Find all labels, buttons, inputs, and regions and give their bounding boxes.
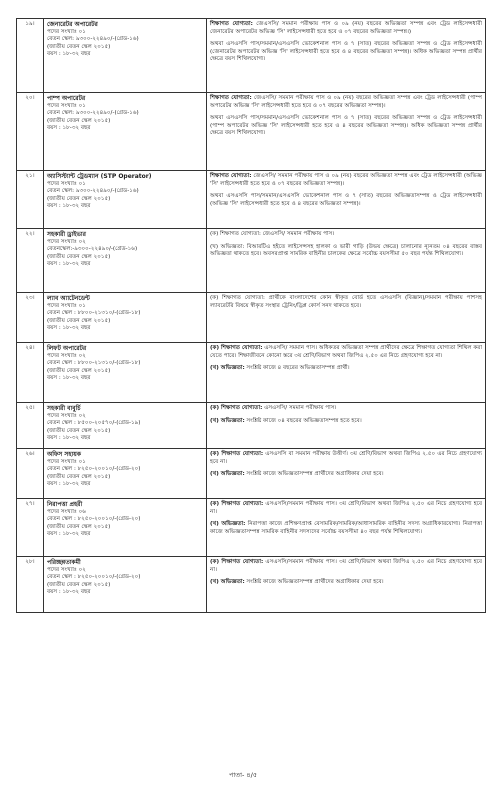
job-row — [17, 293, 486, 343]
requirement-label: (খ) অভিজ্ঞতা: — [210, 417, 245, 424]
post-title: অ্যাসিস্ট্যান্ট ট্রেডম্যান (STP Operator) — [47, 173, 152, 180]
job-row — [17, 229, 486, 293]
requirements — [207, 229, 486, 293]
requirement-text: সংশ্লিষ্ট কাজে অভিজ্ঞতাসম্পন্ন প্রার্থীদের অগ্রাধিকার দেয়া হবে। — [244, 579, 384, 586]
post-details — [44, 293, 207, 343]
post-details — [44, 19, 207, 93]
requirement-text: এসএসসি/সমমান পরীক্ষায় পাস। ৩য় শ্রেণি/বিভাগ অথবা জিপিএ ২.৫০ এর নিচে গ্রহণযোগ্য হবে না। — [210, 501, 482, 515]
requirement-text: সংশ্লিষ্ট কাজে ০৪ বছরের অভিজ্ঞতাসম্পন্ন হতে হবে। — [244, 417, 362, 424]
serial-number: ২৪। — [17, 343, 44, 403]
job-row — [17, 499, 486, 557]
requirement-paragraph — [210, 521, 482, 536]
requirements — [207, 449, 486, 499]
job-row — [17, 403, 486, 449]
requirement-paragraph — [210, 21, 482, 36]
requirement-label: (খ) অভিজ্ঞতা: — [210, 471, 245, 478]
requirement-paragraph — [210, 471, 482, 479]
job-row — [17, 93, 486, 171]
requirements — [207, 93, 486, 171]
post-detail-line: পদের সংখ্যাঃ ০১ — [47, 180, 86, 187]
requirement-paragraph — [210, 244, 482, 259]
requirement-label: (ক) শিক্ষাগত যোগ্যতা: — [210, 559, 264, 565]
post-detail-line: বয়স : ১৮-৩২ বছর — [47, 531, 91, 538]
post-detail-line: পদের সংখ্যাঃ ০১ — [47, 102, 86, 109]
requirement-text: (ক) শিক্ষাগত যোগ্যতা: জেএসসি/ সমমান পরীক্ষায় পাস। — [210, 231, 335, 237]
serial-number: ২৭। — [17, 499, 44, 557]
requirement-text: জেএসসি/ সমমান পরীক্ষায় পাস ও ০৯ (নয়) বছরের অভিজ্ঞতা সম্পন্ন এবং ট্রেড লাইসেন্সধারী (অভিজ্ঞ 'সি' লাইসেন্সধারী হতে হবে ও ০৭ বছরের অভিজ্ঞতা সম্পন্ন)। — [210, 173, 482, 187]
post-detail-line: বেতন স্কেল: ৯৩০০-২২৪৯০/-(গ্রেড-১৬) — [47, 36, 139, 43]
post-detail-line: (জাতীয় বেতন স্কেল ২০১৫) — [47, 581, 111, 588]
post-detail-line: বেতনস্কেল:-৯৩০০-২২৪৯০/-(গ্রেড-১৬) — [47, 246, 138, 253]
job-row — [17, 557, 486, 613]
requirement-label: (ক) শিক্ষাগত যোগ্যতা: — [210, 405, 263, 411]
requirement-label: শিক্ষাগত যোগ্যতা: — [210, 173, 252, 179]
post-detail-line: (জাতীয় বেতন স্কেল ২০১৫) — [47, 117, 111, 124]
requirement-label: (খ) অভিজ্ঞতা: — [210, 579, 245, 586]
post-details — [44, 499, 207, 557]
post-detail-line: পদের সংখ্যাঃ ০৬ — [47, 508, 86, 515]
post-detail-line: পদের সংখ্যাঃ ০২ — [47, 412, 86, 419]
requirement-label: (খ) অভিজ্ঞতা: — [210, 365, 245, 372]
post-details — [44, 343, 207, 403]
serial-number: ২৮। — [17, 557, 44, 613]
requirement-paragraph — [210, 418, 482, 426]
post-details — [44, 557, 207, 613]
requirement-paragraph — [210, 345, 482, 360]
post-detail-line: বয়স : ১৮-৩২ বছর — [47, 375, 91, 382]
post-title: সহকারী ড্রাইভার — [47, 231, 86, 238]
post-details — [44, 403, 207, 449]
serial-number: ২৫। — [17, 403, 44, 449]
post-detail-line: বয়স : ১৮-৩২ বছর — [47, 51, 91, 58]
requirements — [207, 403, 486, 449]
page-number: পাতা- ৪/৫ — [228, 771, 258, 779]
job-table — [16, 18, 486, 613]
requirement-paragraph — [210, 501, 482, 516]
post-detail-line: বেতন স্কেল : ৮৮০০-২১৩১০/-(গ্রেড-১৮) — [47, 360, 141, 367]
post-title: জেনারেটর অপারেটর — [47, 21, 98, 28]
requirement-paragraph — [210, 231, 482, 239]
requirement-paragraph — [210, 559, 482, 574]
requirement-label: (ক) শিক্ষাগত যোগ্যতা: — [210, 451, 264, 457]
requirement-paragraph — [210, 41, 482, 64]
requirement-paragraph — [210, 173, 482, 188]
post-detail-line: (জাতীয় বেতন স্কেল ২০১৫) — [47, 427, 111, 434]
requirement-text: অথবা এসএসসি পাস/সমমান/এসএসসি ভোকেশনাল পাস ও ৭ (সাত) বছরের অভিজ্ঞতা সম্পন্ন ও ট্রেড লাইসেন্সধারী (পাম্প অপারেটর অভিজ্ঞ 'সি' লাইসেন্সধারী হতে হবে ও ৪ বছরের অভিজ্ঞতা সম্পন্ন)। অধিক অভিজ্ঞতা সম্পন্ন প্রার্থীর ক্ষেত্রে বয়স শিথিলযোগ্য। — [210, 115, 482, 137]
requirement-label: শিক্ষাগত যোগ্যতা: — [210, 21, 253, 27]
post-detail-line: বেতন স্কেল : ৮২৫০-২০০১০/-(গ্রেড-২০) — [47, 574, 141, 581]
requirement-text: (ক) শিক্ষাগত যোগ্যতা: প্রার্থীকে বাংলাদেশের কোন স্বীকৃত বোর্ড হতে এসএসসি (বিজ্ঞান)/সমমান পরীক্ষায় পাশসহ ল্যাবরেটরি বিষয়ে স্বীকৃত সংস্থার ট্রেনিং/ড্রিপ্ল কোর্স সনদ থাকতে হবে। — [210, 295, 482, 309]
post-detail-line: বয়স : ১৮-৩২ বছর — [47, 435, 91, 442]
serial-number: ১৯। — [17, 19, 44, 93]
requirement-text: এসএসসি/সমমান পরীক্ষায় পাস। ৩য় শ্রেণি/বিভাগ অথবা জিপিএ ২.৫০ এর নিচে গ্রহণযোগ্য হবে না। — [210, 559, 482, 573]
requirements — [207, 343, 486, 403]
post-detail-line: (জাতীয় বেতন স্কেল ২০১৫) — [47, 317, 111, 324]
post-details — [44, 171, 207, 229]
post-detail-line: পদের সংখ্যাঃ ০২ — [47, 352, 86, 359]
requirement-paragraph — [210, 579, 482, 587]
requirement-paragraph — [210, 193, 482, 208]
post-detail-line: পদের সংখ্যাঃ ০১ — [47, 302, 86, 309]
job-table-body — [17, 19, 486, 613]
post-detail-line: পদের সংখ্যাঃ ০১ — [47, 28, 86, 35]
post-detail-line: (জাতীয় বেতন স্কেল ২০১৫) — [47, 473, 111, 480]
job-row — [17, 449, 486, 499]
post-detail-line: বয়স : ১৮-৩২ বছর — [47, 589, 91, 596]
requirement-text: অথবা এসএসসি পাস/সমমান/এসএসসি ভোকেশনাল পাস ও ৭ (সাত) বছরের অভিজ্ঞতাসম্পন্ন ও ট্রেড লাইসেন্সধারী (অভিজ্ঞ 'সি' লাইসেন্সধারী হতে হবে ও ৪ বছরের অভিজ্ঞতা সম্পন্ন)। — [210, 193, 482, 207]
serial-number: ২৩। — [17, 293, 44, 343]
requirement-paragraph — [210, 295, 482, 310]
requirement-text: অথবা এসএসসি পাস/সমমান/এসএসসি ভোকেশনাল পাস ও ৭ (সাত) বছরের অভিজ্ঞতা সম্পন্ন ও ট্রেড লাইসেন্সধারী (জেনারেটর অপারেটর অভিজ্ঞ 'সি' লাইসেন্সধারী হতে হবে ও ৪ বছরের অভিজ্ঞতা সম্পন্ন)। অধিক অভিজ্ঞতা সম্পন্ন প্রার্থীর ক্ষেত্রে বয়স শিথিলযোগ্য। — [210, 41, 482, 63]
requirement-text: সংশ্লিষ্ট কাজে অভিজ্ঞতাসম্পন্ন প্রার্থীদের অগ্রাধিকার দেয়া হবে। — [244, 471, 384, 478]
post-detail-line: বেতন স্কেল : ৮৫০০-২০৫৭০/-(গ্রেড-১৯) — [47, 420, 141, 427]
serial-number: ২১। — [17, 171, 44, 229]
post-title: লিফট অপারেটর — [47, 345, 87, 352]
post-details — [44, 229, 207, 293]
post-detail-line: (জাতীয় বেতন স্কেল ২০১৫) — [47, 367, 111, 374]
post-detail-line: বয়স : ১৮-৩২ বছর — [47, 203, 91, 210]
post-detail-line: বয়স : ১৮-৩২ বছর — [47, 261, 91, 268]
requirements — [207, 499, 486, 557]
serial-number: ২০। — [17, 93, 44, 171]
post-detail-line: বেতন স্কেল: ৯৩০০-২২৪৯০/-(গ্রেড-১৬) — [47, 110, 139, 117]
requirement-text: সংশ্লিষ্ট কাজে ৪ বছরের অভিজ্ঞতাসম্পন্ন প্রার্থী। — [244, 365, 350, 372]
requirements — [207, 171, 486, 229]
post-title: নিরাপত্তা প্রহরী — [47, 501, 83, 508]
requirement-text: জেএসসি/ সমমান পরীক্ষায় পাস ও ০৯ (নয়) বছরের অভিজ্ঞতা সম্পন্ন এবং ট্রেড লাইসেন্সধারী জেনারেটর অপারেটর অভিজ্ঞ 'সি' লাইসেন্সধারী হতে হবে ও ০৭ বছরের অভিজ্ঞতা সম্পন্ন।) — [210, 21, 482, 35]
requirement-paragraph — [210, 405, 482, 413]
requirement-label: (খ) অভিজ্ঞতা: — [210, 521, 246, 528]
post-detail-line: পদের সংখ্যাঃ ০২ — [47, 238, 86, 245]
requirements — [207, 557, 486, 613]
post-detail-line: বয়স : ১৮-৩২ বছর — [47, 325, 91, 332]
post-title: পরিচ্ছন্নতাকর্মী — [47, 559, 81, 566]
post-details — [44, 93, 207, 171]
post-detail-line: (জাতীয় বেতন স্কেল ২০১৫) — [47, 253, 111, 260]
requirement-paragraph — [210, 365, 482, 373]
requirement-text: এসএসসি/ সমমান পরীক্ষায় পাস। — [262, 405, 337, 411]
post-details — [44, 449, 207, 499]
requirement-text: এসএসসি/ সমমান পাস। অধিকতর অভিজ্ঞতা সম্পন্ন প্রার্থীদের ক্ষেত্রে শিক্ষাগত যোগ্যতা শিথিল করা যেতে পারে। শিক্ষাজীবনে কোনো স্তরে ৩য় শ্রেণি/বিভাগ অথবা জিপিএ ২.৫০ এর নিচে গ্রহণযোগ্য হবে না। — [210, 345, 482, 359]
post-detail-line: বেতন স্কেল : ৮২৫০-২০০১০/-(গ্রেড-২০) — [47, 466, 141, 473]
requirement-paragraph — [210, 95, 482, 110]
requirements — [207, 293, 486, 343]
post-title: অফিস সহায়ক — [47, 451, 81, 458]
serial-number: ২২। — [17, 229, 44, 293]
post-title: পাম্প অপারেটর — [47, 95, 86, 102]
post-detail-line: পদের সংখ্যাঃ ০২ — [47, 566, 86, 573]
requirement-text: (খ) অভিজ্ঞতা: বিআরটিএ হইতে লাইসেন্সসহ হালকা ও ভারী গাড়ি (উভয় ক্ষেত্রে) চালানোর ন্যূনতম ০৪ বছরের বাস্তব অভিজ্ঞতা থাকতে হবে। অবসরপ্রাপ্ত সামরিক বাহিনীর চালকের ক্ষেত্রে সর্বোচ্চ বয়সসীমা ৫০ বছর পর্যন্ত শিথিলযোগ্য। — [210, 243, 482, 258]
requirement-paragraph — [210, 115, 482, 138]
serial-number: ২৬। — [17, 449, 44, 499]
post-detail-line: বয়স : ১৮-৩২ বছর — [47, 125, 91, 132]
requirement-label: (ক) শিক্ষাগত যোগ্যতা: — [210, 501, 264, 507]
post-detail-line: বয়স : ১৮-৩২ বছর — [47, 481, 91, 488]
post-detail-line: (জাতীয় বেতন স্কেল ২০১৫) — [47, 523, 111, 530]
post-detail-line: বেতন স্কেল : ৮২৫০-২০০১০/-(গ্রেড-২০) — [47, 516, 141, 523]
post-detail-line: (জাতীয় বেতন স্কেল ২০১৫) — [47, 195, 111, 202]
requirements — [207, 19, 486, 93]
post-detail-line: পদের সংখ্যাঃ ০১ — [47, 458, 86, 465]
post-detail-line: বেতন স্কেল : ৮৮০০-২১৩১০/-(গ্রেড-১৮) — [47, 310, 141, 317]
post-title: সহকারী বাবুর্চি — [47, 405, 81, 412]
requirement-label: (ক) শিক্ষাগত যোগ্যতা: — [210, 345, 263, 351]
requirement-label: শিক্ষাগত যোগ্যতা: — [210, 95, 252, 101]
post-detail-line: বেতন স্কেল: ৯৩০০-২২৪৯০/-(গ্রেড-১৬) — [47, 188, 139, 195]
requirement-text: নিরাপত্তা কাজে প্রশিক্ষণপ্রাপ্ত বেসামরিক/সামরিক/আধাসামরিক বাহিনীর সদস্য অগ্রাধিকারযোগ্য। নিরাপত্তা কাজে অভিজ্ঞতাসম্পন্ন সামরিক বাহিনীর সদস্যদের সর্বোচ্চ বয়সসীমা ৪০ বছর পর্যন্ত শিথিলযোগ্য। — [210, 521, 482, 535]
job-row — [17, 343, 486, 403]
job-row — [17, 171, 486, 229]
requirement-text: এসএসসি বা সমমান পরীক্ষায় উত্তীর্ণ। ৩য় শ্রেণি/বিভাগ অথবা জিপিএ ২.৫০ এর নিচে গ্রহণযোগ্য হবে না। — [210, 451, 482, 465]
post-title: ল্যাব অ্যাটেনডেন্ট — [47, 295, 90, 302]
post-detail-line: (জাতীয় বেতন স্কেল ২০১৫) — [47, 43, 111, 50]
requirement-paragraph — [210, 451, 482, 466]
requirement-text: জেএসসি/ সমমান পরীক্ষায় পাস ও ০৯ (নয়) বছরের অভিজ্ঞতা সম্পন্ন এবং ট্রেড লাইসেন্সধারী (পাম্প অপারেটর অভিজ্ঞ 'সি' লাইসেন্সধারী হতে হবে ও ০৭ বছরের অভিজ্ঞতা সম্পন্ন)। — [210, 95, 482, 109]
job-row — [17, 19, 486, 93]
